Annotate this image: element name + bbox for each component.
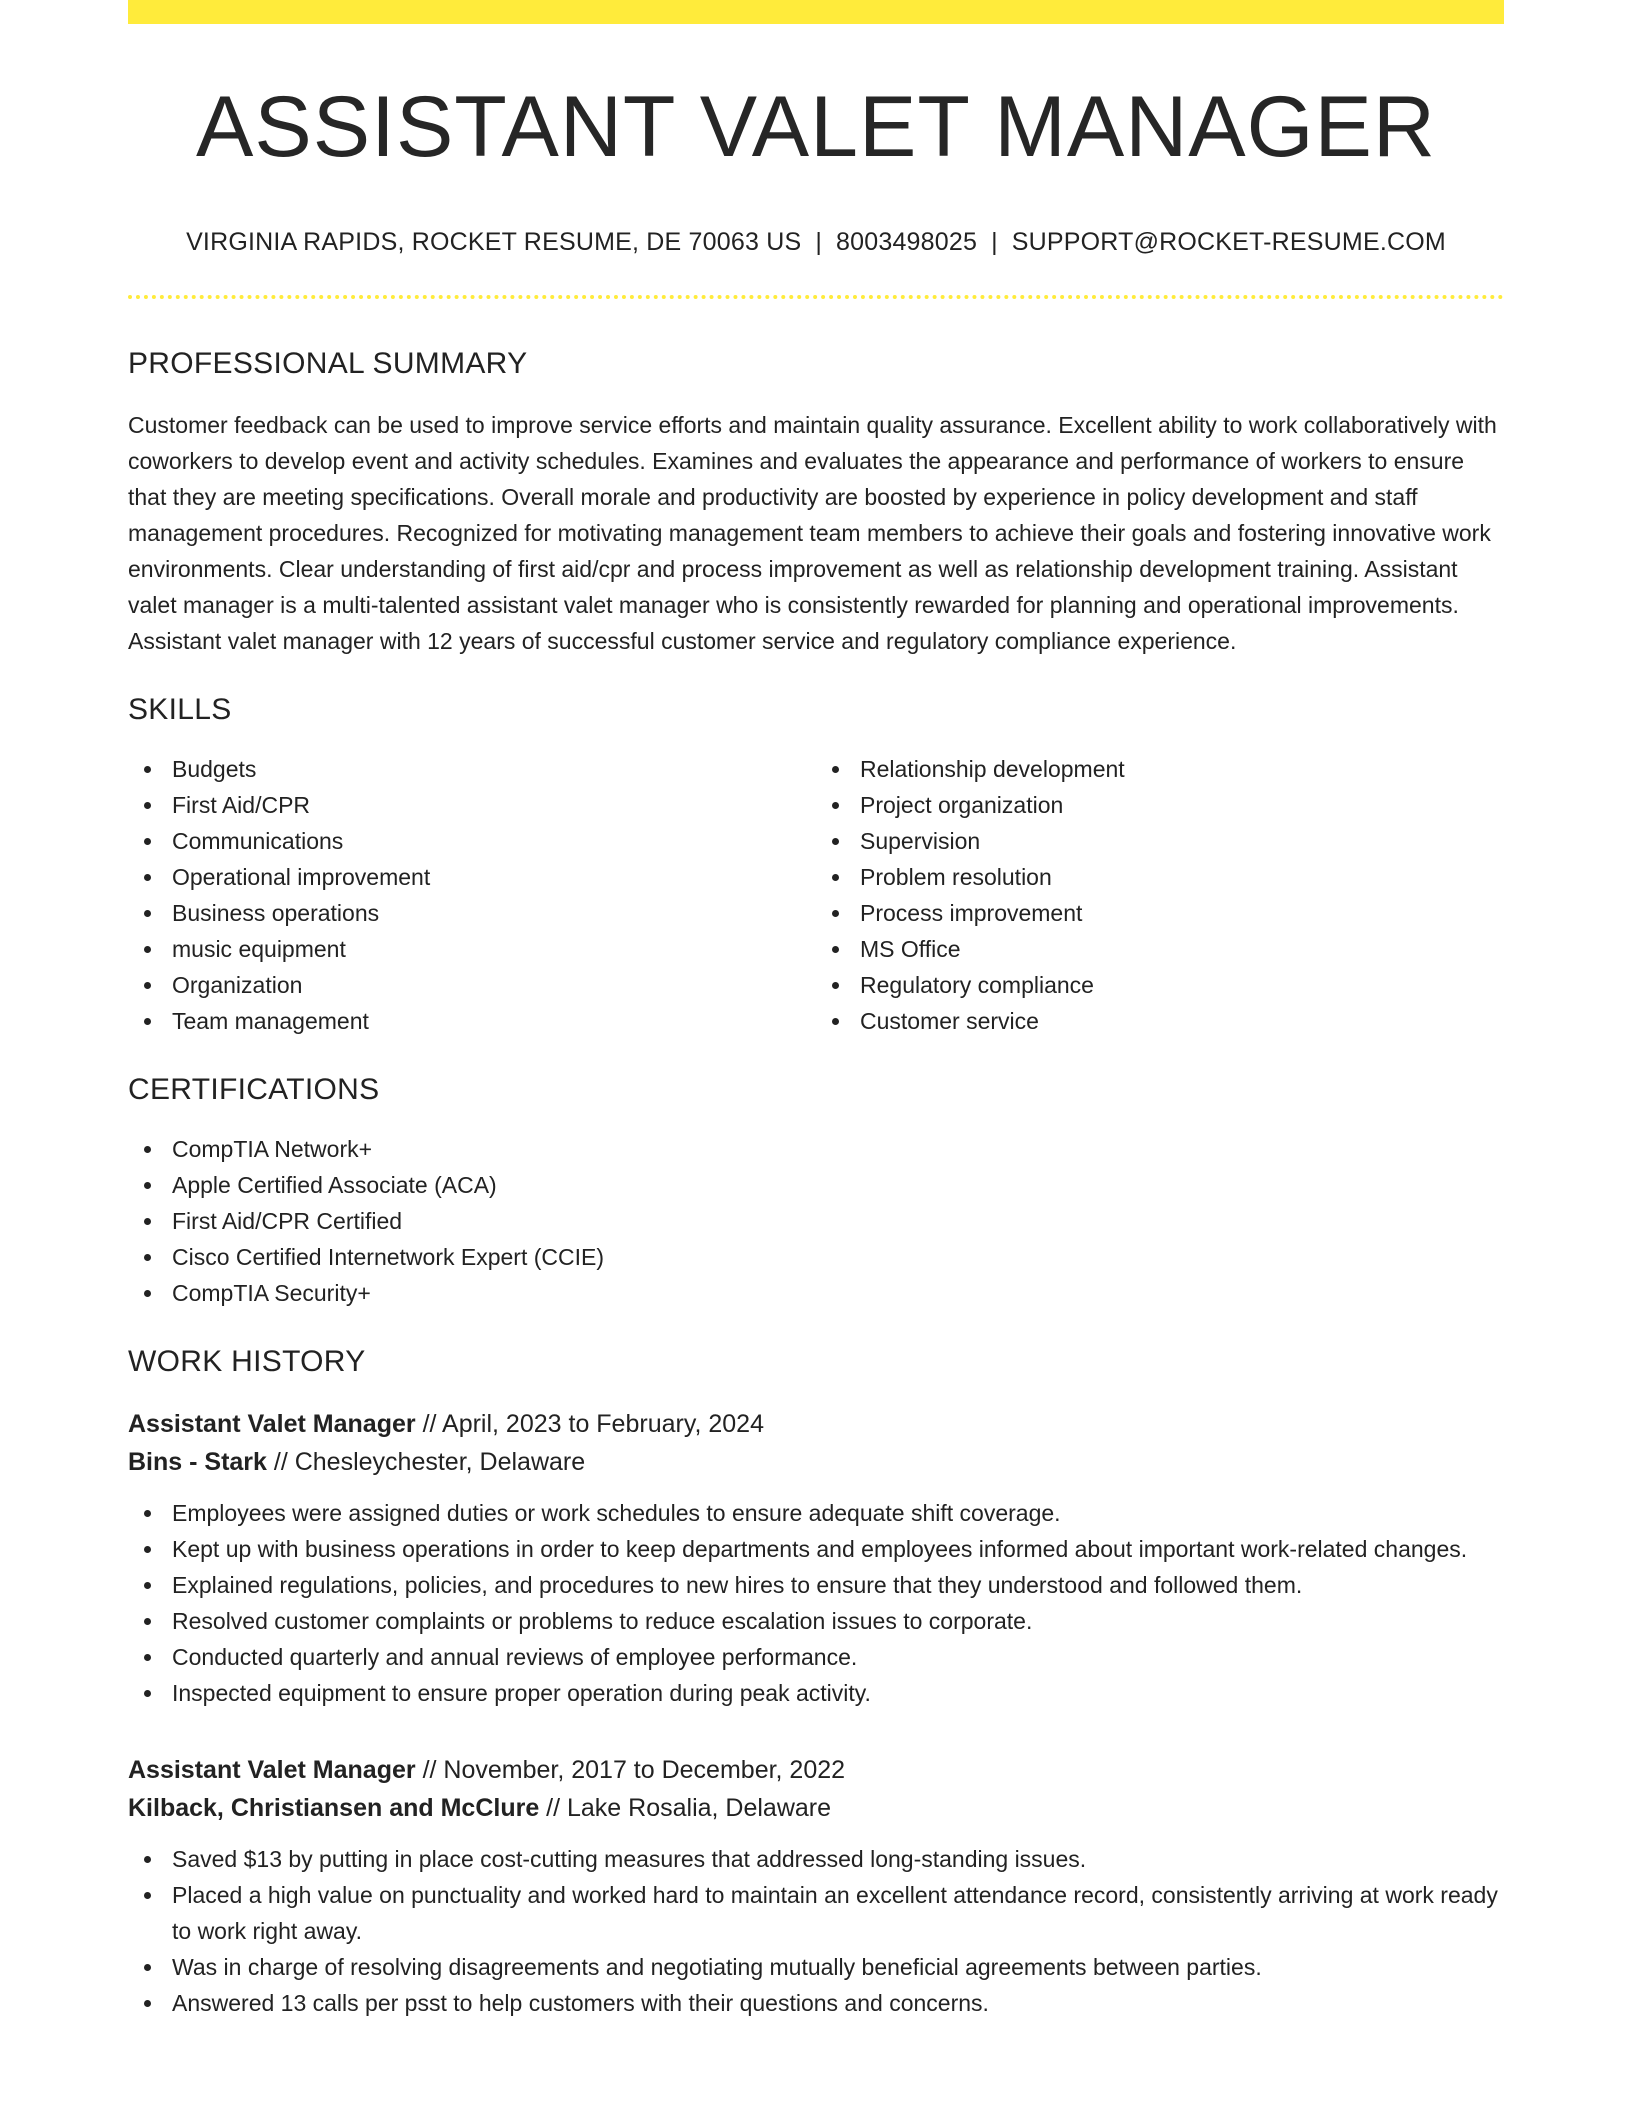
skill-item: Team management [128, 1003, 816, 1039]
certification-item: Cisco Certified Internetwork Expert (CCIE) [128, 1239, 1504, 1275]
certification-item: CompTIA Security+ [128, 1275, 1504, 1311]
job-bullet: Conducted quarterly and annual reviews of employee performance. [128, 1639, 1504, 1675]
certification-item: First Aid/CPR Certified [128, 1203, 1504, 1239]
job-location: // Lake Rosalia, Delaware [539, 1794, 832, 1822]
skill-item: MS Office [816, 931, 1504, 967]
job-bullet: Employees were assigned duties or work schedules to ensure adequate shift coverage. [128, 1495, 1504, 1531]
section-heading-summary: PROFESSIONAL SUMMARY [128, 347, 528, 380]
skill-item: Budgets [128, 751, 816, 787]
job-entry [128, 1751, 1504, 2021]
contact-address: VIRGINIA RAPIDS, ROCKET RESUME, DE 70063 US [186, 228, 802, 256]
job-bullet: Was in charge of resolving disagreements and negotiating mutually beneficial agreements between parties. [128, 1949, 1504, 1985]
contact-email[interactable]: SUPPORT@ROCKET-RESUME.COM [1011, 228, 1446, 256]
skill-item: Process improvement [816, 895, 1504, 931]
job-role: Assistant Valet Manager [128, 1756, 416, 1784]
professional-summary-section [128, 347, 1504, 659]
resume-title: ASSISTANT VALET MANAGER [195, 79, 1437, 175]
section-heading-skills: SKILLS [128, 693, 232, 726]
skill-item: First Aid/CPR [128, 787, 816, 823]
job-company-line [128, 1789, 1504, 1827]
skill-item: Regulatory compliance [816, 967, 1504, 1003]
skill-item: Customer service [816, 1003, 1504, 1039]
section-heading-certifications: CERTIFICATIONS [128, 1073, 380, 1106]
skill-item: Project organization [816, 787, 1504, 823]
skill-item: Organization [128, 967, 816, 1003]
certification-item: CompTIA Network+ [128, 1131, 1504, 1167]
job-dates: // April, 2023 to February, 2024 [415, 1410, 764, 1438]
job-company: Bins - Stark [128, 1448, 267, 1476]
certifications-section [128, 1073, 1504, 1311]
section-heading-work-history: WORK HISTORY [128, 1345, 366, 1378]
skill-item: music equipment [128, 931, 816, 967]
skill-item: Communications [128, 823, 816, 859]
skill-item: Problem resolution [816, 859, 1504, 895]
job-bullet: Kept up with business operations in order to keep departments and employees informed about important work-related changes. [128, 1531, 1504, 1567]
contact-line [128, 228, 1504, 257]
contact-separator: | [991, 228, 998, 256]
resume-page [128, 0, 1504, 2021]
skills-columns [128, 751, 1504, 1039]
certification-item: Apple Certified Associate (ACA) [128, 1167, 1504, 1203]
job-entry [128, 1405, 1504, 1711]
work-history-section [128, 1345, 1504, 2021]
job-title-line [128, 1405, 1504, 1443]
skill-item: Business operations [128, 895, 816, 931]
job-bullets [128, 1495, 1504, 1711]
top-accent-bar [128, 0, 1504, 24]
job-bullet: Saved $13 by putting in place cost-cutting measures that addressed long-standing issues. [128, 1841, 1504, 1877]
skill-item: Supervision [816, 823, 1504, 859]
dotted-divider [128, 295, 1504, 299]
job-location: // Chesleychester, Delaware [266, 1448, 586, 1476]
summary-text: Customer feedback can be used to improve service efforts and maintain quality assurance. Excellent ability to work collaboratively with coworkers to develop event and activity schedules. Examines and evaluates the appearance and performance of workers to ensure that they are meeting specifications. Overall morale and productivity are boosted by experience in policy development and staff management procedures. Recognized for motivating management team members to achieve their goals and fostering innovative work environments. Clear understanding of first aid/cpr and process improvement as well as relationship development training. Assistant valet manager is a multi-talented assistant valet manager who is consistently rewarded for planning and operational improvements. Assistant valet manager with 12 years of successful customer service and regulatory compliance experience. [128, 412, 1497, 654]
job-bullet: Resolved customer complaints or problems to reduce escalation issues to corporate. [128, 1603, 1504, 1639]
job-bullet: Explained regulations, policies, and procedures to new hires to ensure that they understood and followed them. [128, 1567, 1504, 1603]
job-bullet: Answered 13 calls per psst to help customers with their questions and concerns. [128, 1985, 1504, 2021]
skill-item: Relationship development [816, 751, 1504, 787]
job-company-line [128, 1443, 1504, 1481]
job-bullets [128, 1841, 1504, 2021]
skill-item: Operational improvement [128, 859, 816, 895]
contact-phone: 8003498025 [836, 228, 978, 256]
job-bullet: Placed a high value on punctuality and worked hard to maintain an excellent attendance record, consistently arriving at work ready to work right away. [128, 1877, 1504, 1949]
job-company: Kilback, Christiansen and McClure [128, 1794, 540, 1822]
skills-list-right [816, 751, 1504, 1039]
skills-section [128, 693, 1504, 1039]
job-title-line [128, 1751, 1504, 1789]
skills-list-left [128, 751, 816, 1039]
contact-separator: | [815, 228, 823, 256]
job-role: Assistant Valet Manager [128, 1410, 416, 1438]
job-bullet: Inspected equipment to ensure proper operation during peak activity. [128, 1675, 1504, 1711]
certifications-list [128, 1131, 1504, 1311]
job-dates: // November, 2017 to December, 2022 [415, 1756, 846, 1784]
